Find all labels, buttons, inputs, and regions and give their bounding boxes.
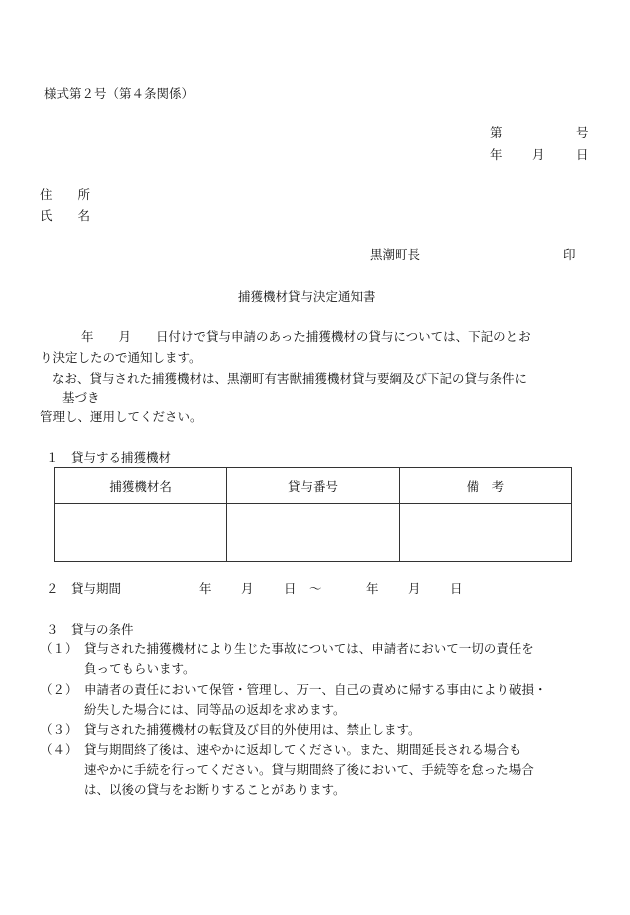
end-day: 日 [450, 581, 463, 596]
column-header: 捕獲機材名 [55, 468, 227, 504]
date-year: 年 [490, 147, 503, 162]
condition-4-line-1: 貸与期間終了後は、速やかに返却してください。また、期間延長される場合も [84, 742, 522, 757]
section-1-heading: １ 貸与する捕獲機材 [46, 450, 172, 465]
condition-4-number: （４） [40, 742, 78, 757]
date-day: 日 [576, 147, 589, 162]
end-month: 月 [408, 581, 421, 596]
body-line-2: り決定したので通知します。 [40, 350, 202, 365]
start-day: 日 [284, 581, 297, 596]
condition-2-line-1: 申請者の責任において保管・管理し、万一、自己の責めに帰する事由により破損・ [84, 682, 547, 697]
end-year: 年 [366, 581, 379, 596]
table-cell [227, 504, 399, 562]
condition-3-line-1: 貸与された捕獲機材の転貸及び目的外使用は、禁止します。 [84, 722, 421, 737]
table-cell [55, 504, 227, 562]
start-month: 月 [241, 581, 254, 596]
period-tilde: ～ [309, 581, 322, 596]
condition-4-line-2: 速やかに手続を行ってください。貸与期間終了後において、手続等を怠った場合 [84, 762, 534, 777]
condition-4-line-3: は、以後の貸与をお断りすることがあります。 [84, 782, 346, 797]
column-header: 備 考 [399, 468, 571, 504]
form-label: 様式第２号（第４条関係） [44, 86, 195, 101]
table-header-row [55, 468, 572, 504]
table-cell [399, 504, 571, 562]
body-line-3: なお、貸与された捕獲機材は、黒潮町有害獣捕獲機材貸与要綱及び下記の貸与条件に [52, 371, 528, 386]
address-label: 住 所 [40, 187, 91, 202]
body-line-1: 年 月 日付けで貸与申請のあった捕獲機材の貸与については、下記のとお [56, 329, 531, 344]
section-2-heading: ２ 貸与期間 [46, 581, 122, 596]
issuer-title: 黒潮町長 [370, 247, 421, 262]
start-year: 年 [199, 581, 212, 596]
doc-number-suffix: 号 [576, 125, 589, 140]
seal-mark: 印 [563, 247, 576, 262]
condition-2-line-2: 紛失した場合には、同等品の返却を求めます。 [84, 702, 346, 717]
body-line-5: 管理し、運用してください。 [40, 409, 203, 424]
section-3-heading: ３ 貸与の条件 [46, 622, 134, 637]
condition-3-number: （３） [40, 722, 78, 737]
condition-1-line-1: 貸与された捕獲機材により生じた事故については、申請者において一切の責任を [84, 641, 534, 656]
condition-1-line-2: 負ってもらいます。 [84, 661, 196, 676]
document-title: 捕獲機材貸与決定通知書 [238, 289, 376, 304]
condition-1-number: （１） [40, 641, 78, 656]
equipment-table [54, 467, 572, 562]
condition-2-number: （２） [40, 682, 78, 697]
body-line-4: 基づき [62, 390, 100, 405]
date-month: 月 [532, 147, 545, 162]
table-row [55, 504, 572, 562]
doc-number-prefix: 第 [490, 125, 503, 140]
column-header: 貸与番号 [227, 468, 399, 504]
name-label: 氏 名 [40, 208, 91, 223]
